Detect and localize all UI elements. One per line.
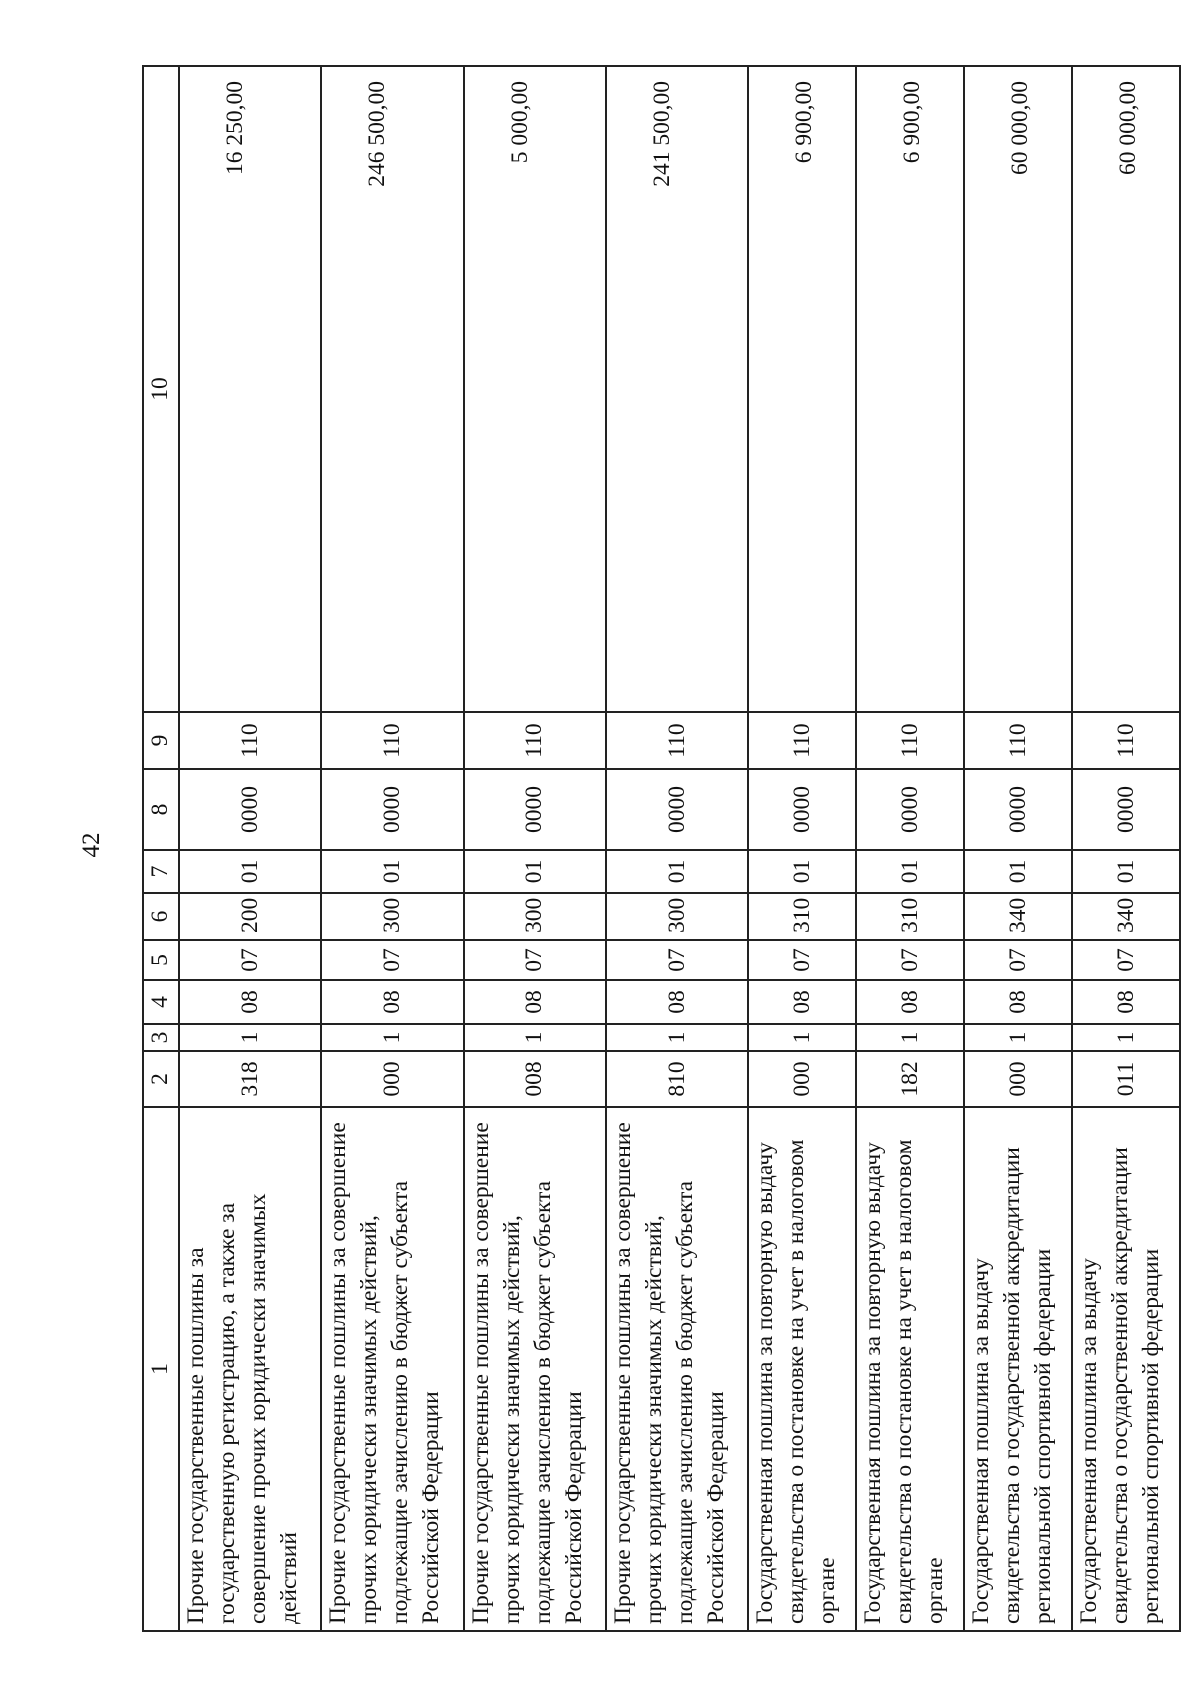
fee-description-cell: Прочие государственные пошлины за совершение прочих юридически значимых действий, подлежащие зачислению в бюджет субъекта Российской Федерации: [321, 1107, 463, 1631]
header-row: [143, 66, 179, 1631]
article-code-cell: 07: [1072, 940, 1180, 980]
element-code-cell: 01: [1072, 850, 1180, 893]
table-row: [464, 66, 606, 1631]
table-row: [748, 66, 856, 1631]
table-row: [321, 66, 463, 1631]
article-code-cell: 07: [464, 940, 606, 980]
amount-cell: 6 900,00: [748, 66, 856, 712]
fee-description-cell: Прочие государственные пошлины за государственную регистрацию, а также за совершение прочих юридически значимых действий: [179, 1107, 321, 1631]
group-code-cell: 1: [748, 1024, 856, 1051]
admin-code-cell: 182: [856, 1051, 964, 1107]
rotated-table-container: [142, 67, 1181, 1632]
admin-code-cell: 000: [321, 1051, 463, 1107]
header-cell: 9: [143, 712, 179, 769]
economic-code-cell: 110: [179, 712, 321, 769]
table-row: [179, 66, 321, 1631]
amount-cell: 60 000,00: [1072, 66, 1180, 712]
program-code-cell: 0000: [321, 769, 463, 850]
subgroup-code-cell: 08: [964, 980, 1072, 1024]
program-code-cell: 0000: [606, 769, 748, 850]
fee-description-cell: Государственная пошлина за выдачу свидетельства о государственной аккредитации региональной спортивной федерации: [1072, 1107, 1180, 1631]
subarticle-code-cell: 310: [748, 893, 856, 940]
group-code-cell: 1: [1072, 1024, 1180, 1051]
article-code-cell: 07: [964, 940, 1072, 980]
program-code-cell: 0000: [1072, 769, 1180, 850]
page-number: 42: [78, 832, 105, 858]
group-code-cell: 1: [606, 1024, 748, 1051]
subgroup-code-cell: 08: [321, 980, 463, 1024]
header-cell: 7: [143, 850, 179, 893]
economic-code-cell: 110: [464, 712, 606, 769]
economic-code-cell: 110: [606, 712, 748, 769]
amount-cell: 16 250,00: [179, 66, 321, 712]
article-code-cell: 07: [179, 940, 321, 980]
table-row: [856, 66, 964, 1631]
subgroup-code-cell: 08: [856, 980, 964, 1024]
header-cell: 3: [143, 1024, 179, 1051]
element-code-cell: 01: [856, 850, 964, 893]
program-code-cell: 0000: [464, 769, 606, 850]
subarticle-code-cell: 340: [1072, 893, 1180, 940]
economic-code-cell: 110: [748, 712, 856, 769]
admin-code-cell: 000: [748, 1051, 856, 1107]
group-code-cell: 1: [321, 1024, 463, 1051]
economic-code-cell: 110: [1072, 712, 1180, 769]
subarticle-code-cell: 300: [321, 893, 463, 940]
admin-code-cell: 810: [606, 1051, 748, 1107]
program-code-cell: 0000: [748, 769, 856, 850]
article-code-cell: 07: [606, 940, 748, 980]
header-cell: 1: [143, 1107, 179, 1631]
subarticle-code-cell: 310: [856, 893, 964, 940]
subgroup-code-cell: 08: [606, 980, 748, 1024]
article-code-cell: 07: [321, 940, 463, 980]
element-code-cell: 01: [464, 850, 606, 893]
header-cell: 2: [143, 1051, 179, 1107]
program-code-cell: 0000: [856, 769, 964, 850]
subgroup-code-cell: 08: [1072, 980, 1180, 1024]
economic-code-cell: 110: [321, 712, 463, 769]
element-code-cell: 01: [321, 850, 463, 893]
amount-cell: 246 500,00: [321, 66, 463, 712]
subarticle-code-cell: 300: [606, 893, 748, 940]
admin-code-cell: 318: [179, 1051, 321, 1107]
table-row: [1072, 66, 1180, 1631]
header-cell: 6: [143, 893, 179, 940]
admin-code-cell: 008: [464, 1051, 606, 1107]
header-cell: 5: [143, 940, 179, 980]
economic-code-cell: 110: [856, 712, 964, 769]
fees-table: [142, 65, 1181, 1632]
group-code-cell: 1: [464, 1024, 606, 1051]
group-code-cell: 1: [856, 1024, 964, 1051]
subarticle-code-cell: 300: [464, 893, 606, 940]
subarticle-code-cell: 340: [964, 893, 1072, 940]
amount-cell: 241 500,00: [606, 66, 748, 712]
fee-description-cell: Государственная пошлина за повторную выдачу свидетельства о постановке на учет в налоговом органе: [748, 1107, 856, 1631]
subgroup-code-cell: 08: [464, 980, 606, 1024]
economic-code-cell: 110: [964, 712, 1072, 769]
element-code-cell: 01: [748, 850, 856, 893]
fee-description-cell: Прочие государственные пошлины за совершение прочих юридически значимых действий, подлежащие зачислению в бюджет субъекта Российской Федерации: [606, 1107, 748, 1631]
fee-description-cell: Государственная пошлина за выдачу свидетельства о государственной аккредитации региональной спортивной федерации: [964, 1107, 1072, 1631]
table-row: [606, 66, 748, 1631]
subgroup-code-cell: 08: [179, 980, 321, 1024]
admin-code-cell: 011: [1072, 1051, 1180, 1107]
fee-description-cell: Прочие государственные пошлины за совершение прочих юридически значимых действий, подлежащие зачислению в бюджет субъекта Российской Федерации: [464, 1107, 606, 1631]
group-code-cell: 1: [964, 1024, 1072, 1051]
element-code-cell: 01: [179, 850, 321, 893]
amount-cell: 6 900,00: [856, 66, 964, 712]
header-cell: 10: [143, 66, 179, 712]
article-code-cell: 07: [856, 940, 964, 980]
header-cell: 4: [143, 980, 179, 1024]
table-row: [964, 66, 1072, 1631]
program-code-cell: 0000: [964, 769, 1072, 850]
fee-description-cell: Государственная пошлина за повторную выдачу свидетельства о постановке на учет в налоговом органе: [856, 1107, 964, 1631]
group-code-cell: 1: [179, 1024, 321, 1051]
amount-cell: 5 000,00: [464, 66, 606, 712]
article-code-cell: 07: [748, 940, 856, 980]
subgroup-code-cell: 08: [748, 980, 856, 1024]
admin-code-cell: 000: [964, 1051, 1072, 1107]
element-code-cell: 01: [606, 850, 748, 893]
header-cell: 8: [143, 769, 179, 850]
program-code-cell: 0000: [179, 769, 321, 850]
subarticle-code-cell: 200: [179, 893, 321, 940]
element-code-cell: 01: [964, 850, 1072, 893]
amount-cell: 60 000,00: [964, 66, 1072, 712]
